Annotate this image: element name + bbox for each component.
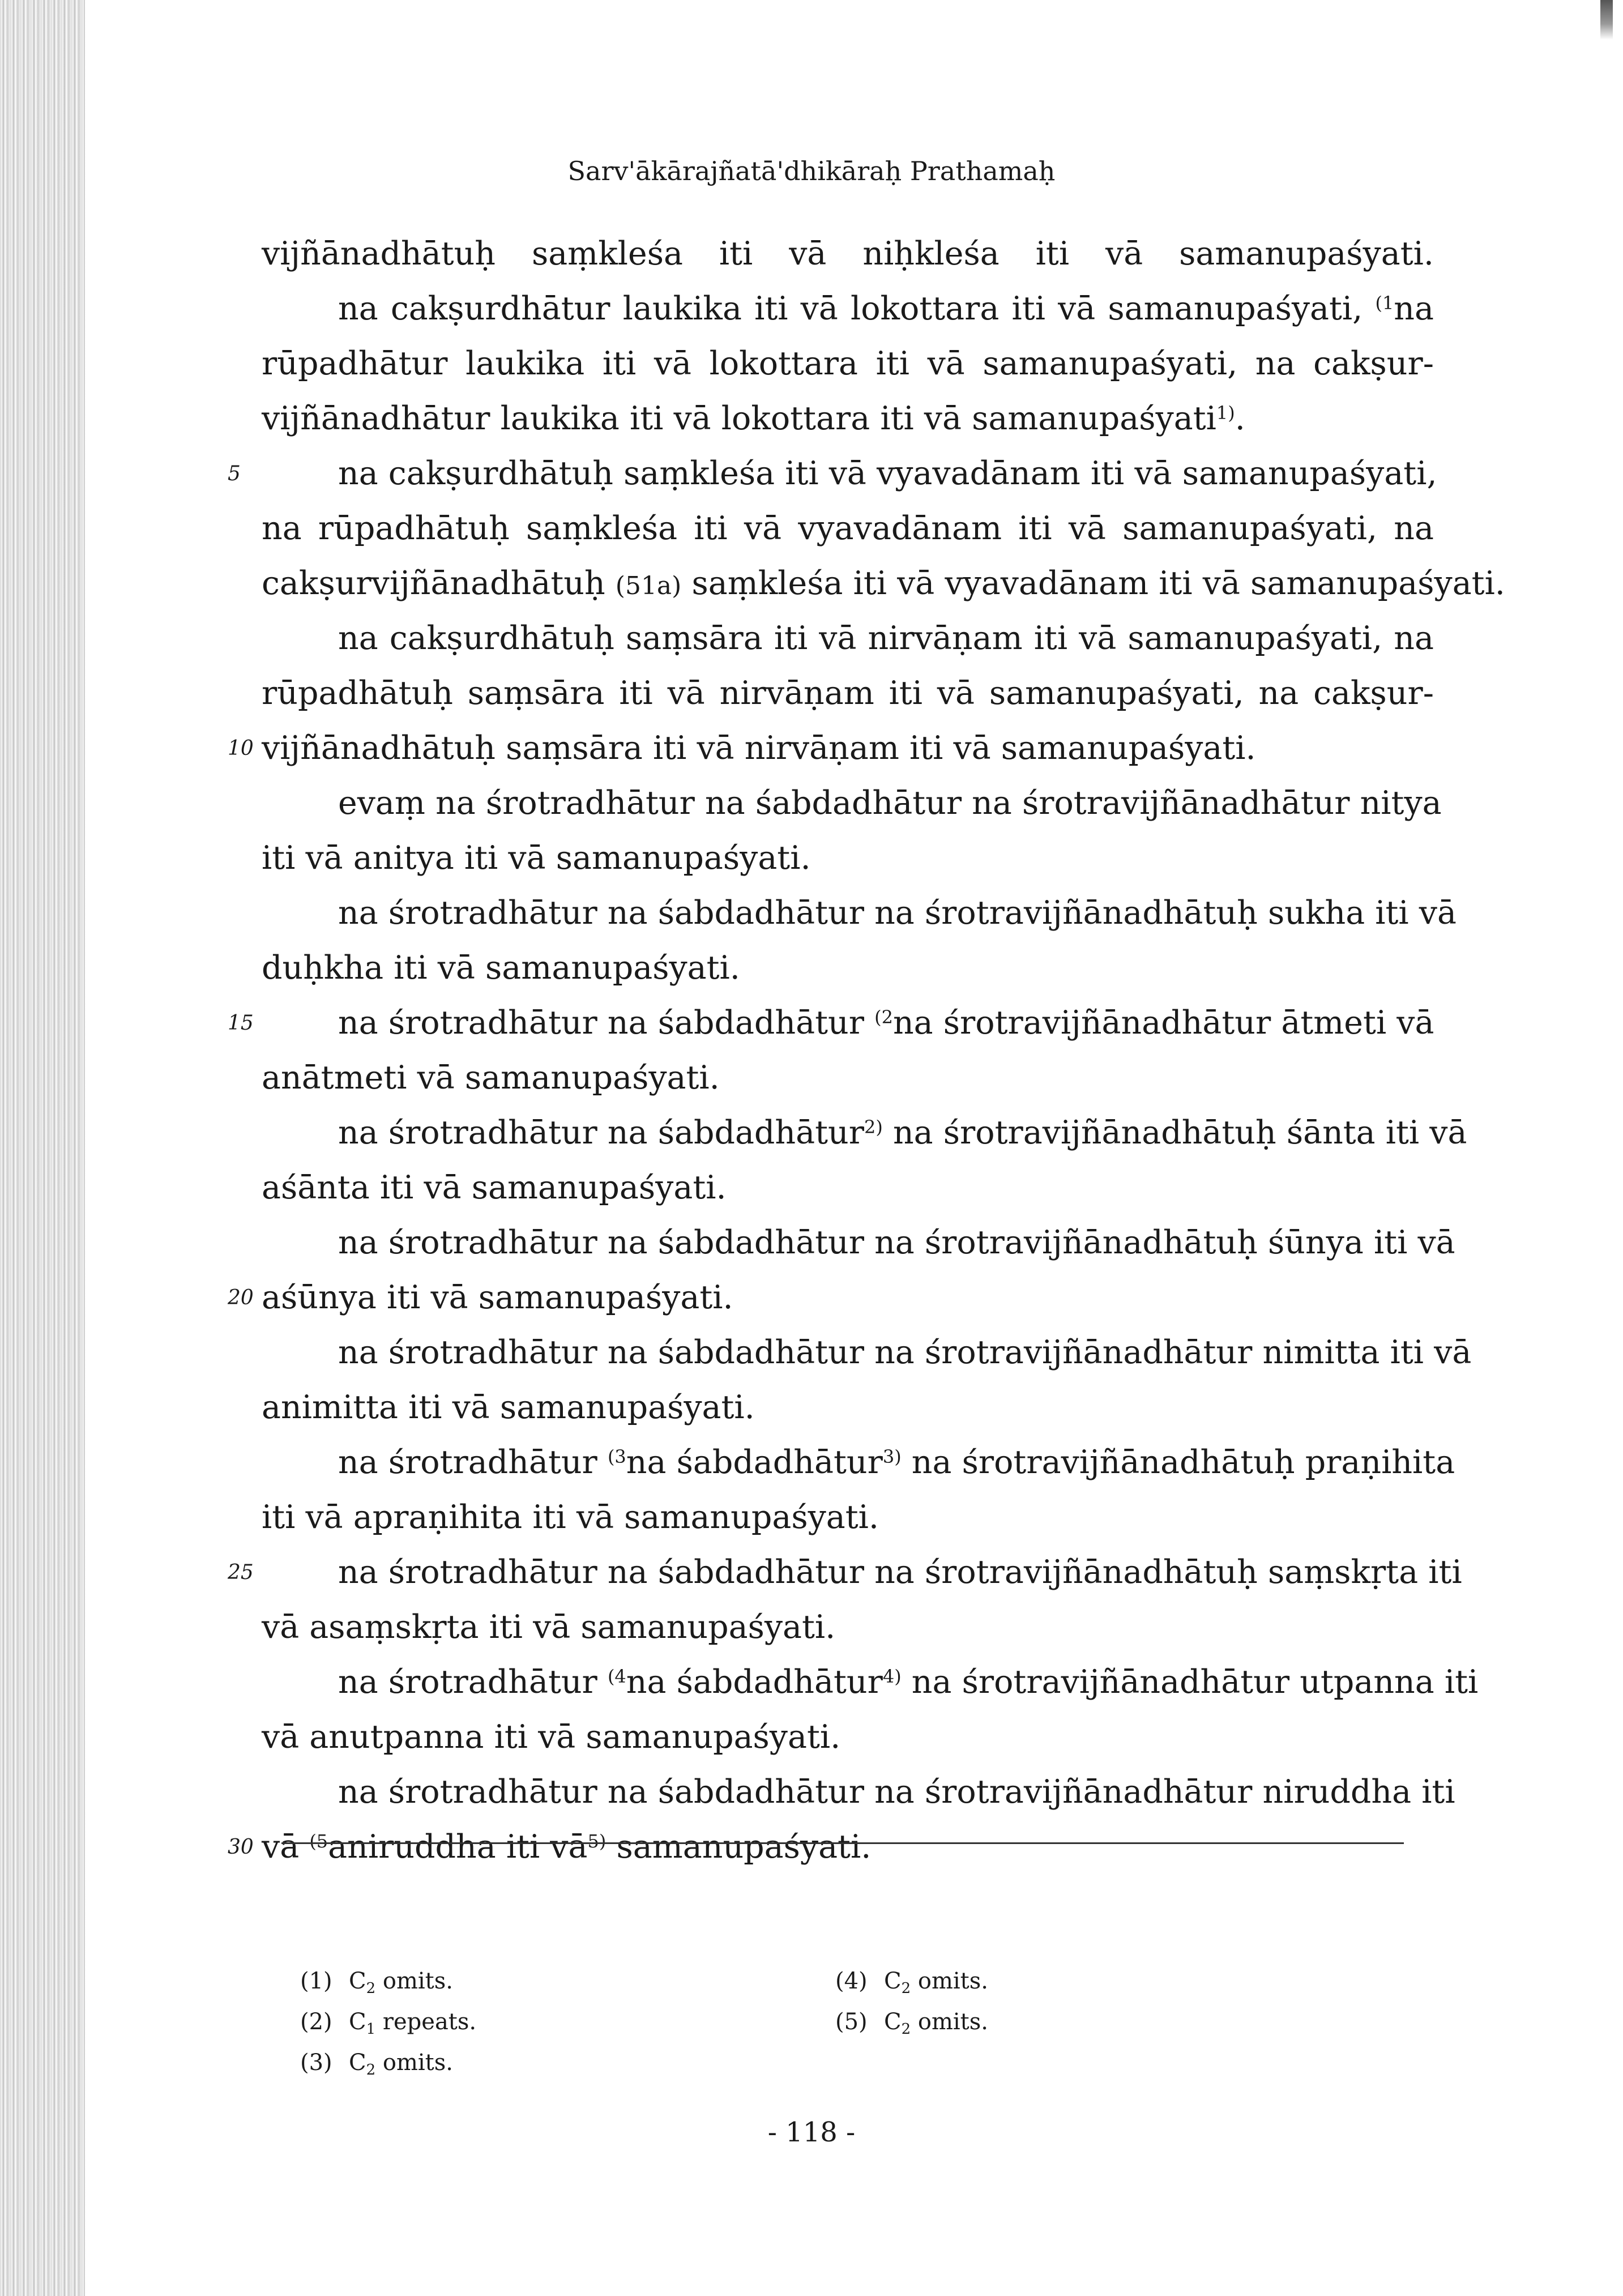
footnote: (2) $C_1$ repeats. xyxy=(300,2009,477,2038)
footnote: (1) $C_2$ omits. xyxy=(300,1968,453,1997)
running-title: Sarv'ākārajñatā'dhikāraḥ Prathamaḥ xyxy=(567,156,1056,186)
text-line: 25 na śrotradhātur na śabdadhātur na śrotravijñānadhātuḥ saṃskṛta iti xyxy=(262,1545,1434,1600)
line-number: 15 xyxy=(228,1012,254,1035)
main-text xyxy=(228,227,1505,1875)
binding-edge xyxy=(0,0,85,2296)
text-line: na rūpadhātuḥ saṃkleśa iti vā vyavadānam iti vā samanupaśyati, na xyxy=(262,510,1434,547)
text-line: animitta iti vā samanupaśyati. xyxy=(262,1389,755,1426)
text-line: vijñānadhātuḥ saṃkleśa iti vā niḥkleśa iti vā samanupaśyati. xyxy=(262,235,1434,272)
text-line: 30 vā $^{(5}$aniruddha iti $vā^{5)}$ samanupaśyati. xyxy=(262,1820,1434,1875)
text-line: rūpadhātur laukika iti vā lokottara iti vā samanupaśyati, na cakṣur- xyxy=(262,345,1434,382)
scan-corner-mark xyxy=(1600,0,1613,40)
text-line: evaṃ na śrotradhātur na śabdadhātur na śrotravijñānadhātur nitya xyxy=(338,784,1442,822)
text-line: anātmeti vā samanupaśyati. xyxy=(262,1059,720,1096)
footnote-separator xyxy=(281,1842,1404,1844)
text-line: 5 na cakṣurdhātuḥ saṃkleśa iti vā vyavadānam iti vā samanupaśyati, xyxy=(262,446,1434,501)
footnote-marker: 3) xyxy=(882,1446,902,1467)
line-number: 30 xyxy=(228,1836,254,1859)
footnote-marker: (3 xyxy=(607,1446,626,1467)
footnote-marker: 4) xyxy=(882,1666,902,1687)
text-line: na śrotradhātur na śabdadhātur na śrotravijñānadhātur niruddha iti xyxy=(338,1773,1455,1811)
footnote: (3) $C_2$ omits. xyxy=(300,2050,453,2079)
text-line: rūpadhātuḥ saṃsāra iti vā nirvāṇam iti vā samanupaśyati, na cakṣur- xyxy=(262,675,1434,712)
text-line: cakṣurvijñānadhātuḥ (51a) saṃkleśa iti vā vyavadānam iti vā samanupaśyati. xyxy=(262,565,1505,602)
folio-reference: (51a) xyxy=(615,571,682,600)
footnote: (4) $C_2$ omits. xyxy=(835,1968,988,1997)
text-line: na śrotradhātur na śabdadhātur$^{2)}$ na śrotravijñānadhātuḥ śānta iti vā xyxy=(338,1114,1467,1151)
footnote-marker: 1) xyxy=(1216,402,1235,424)
text-line: na śrotradhātur $^{(4}$na śabdadhātur$^{4)}$ na śrotravijñānadhātur utpanna iti xyxy=(338,1663,1479,1701)
footnote-marker: (4 xyxy=(607,1666,626,1687)
footnote-marker: (1 xyxy=(1375,292,1394,314)
line-number: 25 xyxy=(228,1561,254,1584)
text-line: vijñānadhātur laukika iti vā lokottara iti vā samanupaśyati$^{1)}$. xyxy=(262,400,1245,437)
page-number: - 118 - xyxy=(767,2116,856,2148)
line-number: 5 xyxy=(228,462,241,485)
footnote: (5) $C_2$ omits. xyxy=(835,2009,988,2038)
text-line: vā anutpanna iti vā samanupaśyati. xyxy=(262,1718,841,1756)
footnote-marker: 2) xyxy=(864,1116,883,1138)
line-number: 20 xyxy=(228,1286,254,1309)
text-line: na śrotradhātur na śabdadhātur na śrotravijñānadhātuḥ sukha iti vā xyxy=(338,894,1457,932)
text-line: na cakṣurdhātuḥ saṃsāra iti vā nirvāṇam iti vā samanupaśyati, na xyxy=(338,620,1434,657)
text-line: na śrotradhātur na śabdadhātur na śrotravijñānadhātur nimitta iti vā xyxy=(338,1334,1472,1371)
text-line: vā asaṃskṛta iti vā samanupaśyati. xyxy=(262,1608,836,1646)
line-number: 10 xyxy=(228,737,254,760)
footnote-marker: 5) xyxy=(587,1830,607,1852)
text-line: iti vā anitya iti vā samanupaśyati. xyxy=(262,839,811,877)
text-line: 10 vijñānadhātuḥ saṃsāra iti vā nirvāṇam iti vā samanupaśyati. xyxy=(262,721,1434,776)
text-line: aśānta iti vā samanupaśyati. xyxy=(262,1169,727,1206)
text-line: na śrotradhātur na śabdadhātur na śrotravijñānadhātuḥ śūnya iti vā xyxy=(338,1224,1455,1261)
text-line: na cakṣurdhātur laukika iti vā lokottara iti vā samanupaśyati, $^{(1}$na xyxy=(338,290,1434,327)
text-line: na śrotradhātur $^{(3}$na śabdadhātur$^{3)}$ na śrotravijñānadhātuḥ praṇihita xyxy=(338,1444,1455,1481)
footnote-marker: (5 xyxy=(309,1830,328,1852)
text-line: duḥkha iti vā samanupaśyati. xyxy=(262,949,740,987)
text-line: iti vā apraṇihita iti vā samanupaśyati. xyxy=(262,1499,879,1536)
text-line: 20 aśūnya iti vā samanupaśyati. xyxy=(262,1270,1434,1325)
text-line: 15 na śrotradhātur na śabdadhātur $^{(2}$na śrotravijñānadhātur ātmeti vā xyxy=(262,996,1434,1051)
footnote-marker: (2 xyxy=(874,1006,893,1028)
